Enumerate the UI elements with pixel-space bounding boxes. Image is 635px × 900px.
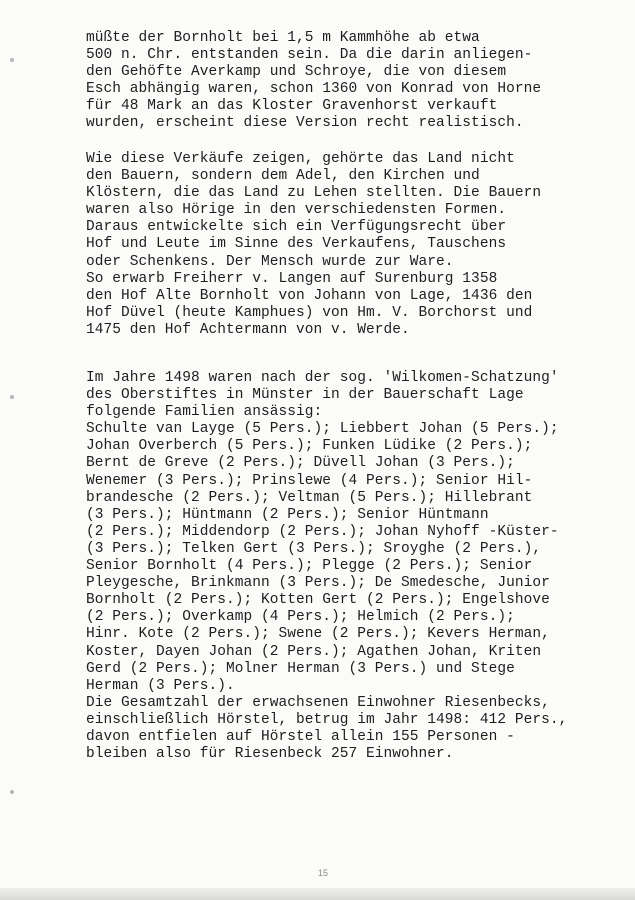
text-line: Hof und Leute im Sinne des Verkaufens, Tauschens [86, 236, 507, 253]
text-line: einschließlich Hörstel, betrug im Jahr 1498: 412 Pers., [86, 711, 568, 728]
text-line: Die Gesamtzahl der erwachsenen Einwohner Riesenbecks, [86, 694, 550, 711]
paragraph-land-ownership [86, 151, 606, 339]
text-line: den Gehöfte Averkamp und Schroye, die von diesem [86, 64, 507, 81]
punch-hole-mark [10, 58, 14, 62]
text-line: den Bauern, sondern dem Adel, den Kirchen und [86, 168, 480, 185]
punch-hole-mark [10, 395, 14, 399]
text-line: oder Schenkens. Der Mensch wurde zur Ware. [86, 253, 454, 270]
text-line: Senior Bornholt (4 Pers.); Plegge (2 Pers.); Senior [86, 558, 533, 575]
text-line: (2 Pers.); Middendorp (2 Pers.); Johan Nyhoff -Küster- [86, 523, 559, 540]
text-line: Wie diese Verkäufe zeigen, gehörte das Land nicht [86, 151, 515, 167]
text-line: des Oberstiftes in Münster in der Bauerschaft Lage [86, 387, 524, 404]
text-line: davon entfielen auf Hörstel allein 155 Personen - [86, 728, 515, 745]
text-line: 1475 den Hof Achtermann von v. Werde. [86, 321, 410, 338]
punch-hole-mark [10, 790, 14, 794]
page-bottom-edge [0, 888, 635, 900]
text-line: 500 n. Chr. entstanden sein. Da die darin anliegen- [86, 47, 533, 64]
text-line: für 48 Mark an das Kloster Gravenhorst verkauft [86, 98, 498, 115]
text-line: bleiben also für Riesenbeck 257 Einwohner. [86, 746, 454, 763]
text-line: Schulte van Layge (5 Pers.); Liebbert Johan (5 Pers.); [86, 421, 559, 438]
text-line: waren also Hörige in den verschiedensten Formen. [86, 202, 507, 219]
text-line: Hinr. Kote (2 Pers.); Swene (2 Pers.); Kevers Herman, [86, 626, 550, 643]
text-line: Daraus entwickelte sich ein Verfügungsrecht über [86, 219, 507, 236]
text-line: Bornholt (2 Pers.); Kotten Gert (2 Pers.); Engelshove [86, 592, 550, 609]
text-line: brandesche (2 Pers.); Veltman (5 Pers.); Hillebrant [86, 489, 533, 506]
text-line: folgende Familien ansässig: [86, 404, 323, 421]
paragraph-bornholt [86, 30, 606, 133]
text-line: müßte der Bornholt bei 1,5 m Kammhöhe ab etwa [86, 30, 480, 46]
text-line: wurden, erscheint diese Version recht realistisch. [86, 115, 524, 132]
text-line: Klöstern, die das Land zu Lehen stellten. Die Bauern [86, 185, 542, 202]
text-line: So erwarb Freiherr v. Langen auf Surenburg 1358 [86, 270, 498, 287]
paragraph-families-1498 [86, 370, 606, 763]
text-line: (3 Pers.); Hüntmann (2 Pers.); Senior Hüntmann [86, 506, 489, 523]
text-line: (2 Pers.); Overkamp (4 Pers.); Helmich (2 Pers.); [86, 609, 515, 626]
text-line: den Hof Alte Bornholt von Johann von Lage, 1436 den [86, 287, 533, 304]
text-line: (3 Pers.); Telken Gert (3 Pers.); Sroyghe (2 Pers.), [86, 540, 542, 557]
text-line: Im Jahre 1498 waren nach der sog. 'Wilkomen-Schatzung' [86, 370, 559, 386]
text-line: Bernt de Greve (2 Pers.); Düvell Johan (3 Pers.); [86, 455, 515, 472]
text-line: Gerd (2 Pers.); Molner Herman (3 Pers.) und Stege [86, 660, 515, 677]
text-line: Herman (3 Pers.). [86, 677, 235, 694]
text-line: Koster, Dayen Johan (2 Pers.); Agathen Johan, Kriten [86, 643, 542, 660]
text-line: Johan Overberch (5 Pers.); Funken Lüdike (2 Pers.); [86, 438, 533, 455]
text-line: Wenemer (3 Pers.); Prinslewe (4 Pers.); Senior Hil- [86, 472, 533, 489]
text-line: Pleygesche, Brinkmann (3 Pers.); De Smedesche, Junior [86, 575, 550, 592]
text-line: Hof Düvel (heute Kamphues) von Hm. V. Borchorst und [86, 304, 533, 321]
text-line: Esch abhängig waren, schon 1360 von Konrad von Horne [86, 81, 542, 98]
page-number: 15 [318, 868, 329, 878]
